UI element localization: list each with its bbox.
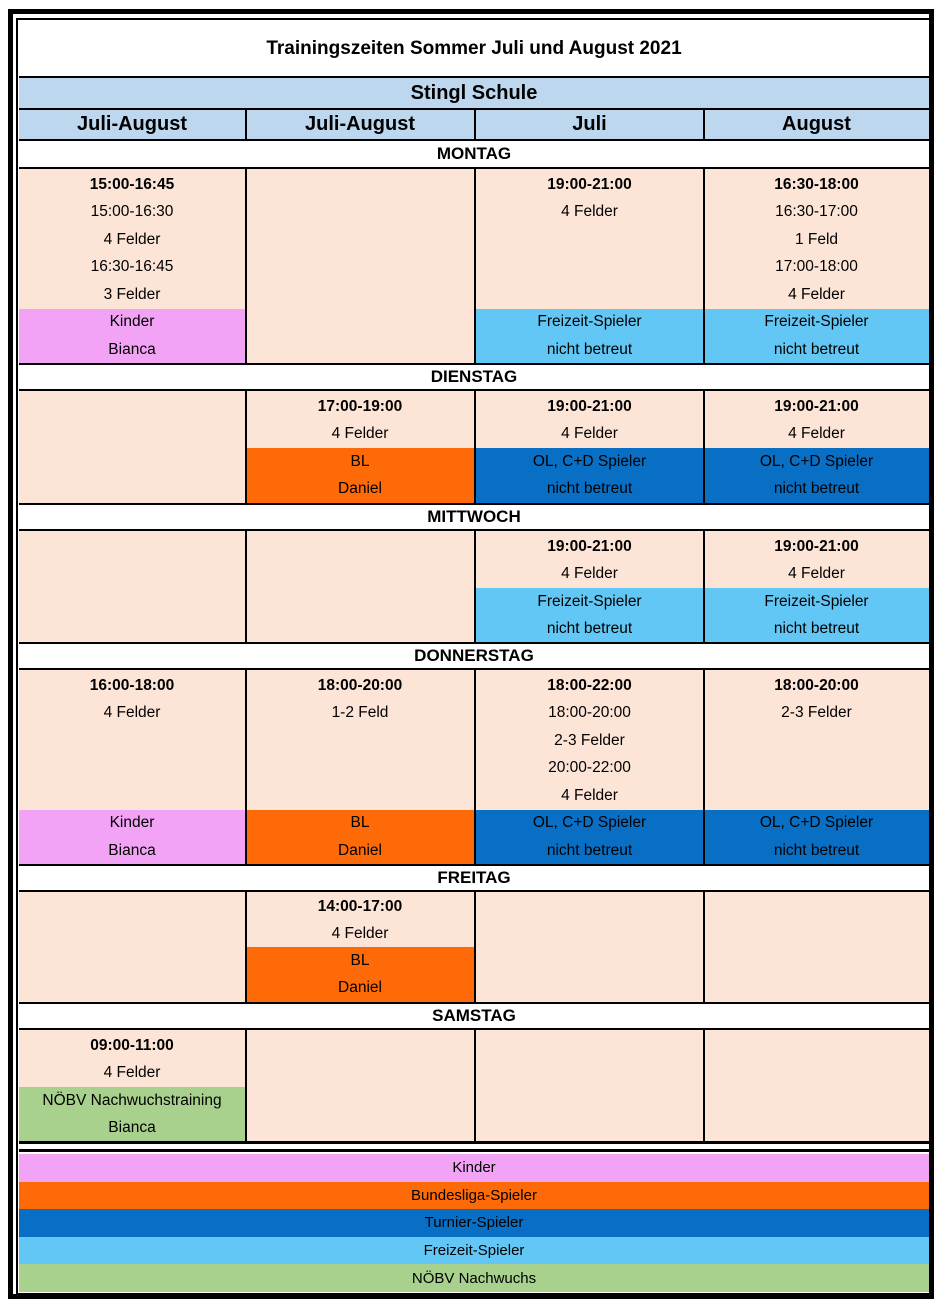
day-tuesday: DIENSTAG bbox=[19, 363, 929, 391]
column-header-1: Juli-August bbox=[19, 110, 245, 141]
court-count: 4 Felder bbox=[561, 786, 618, 804]
thu-col2 bbox=[245, 670, 475, 864]
court-count: 4 Felder bbox=[561, 425, 618, 443]
mon-col3 bbox=[475, 169, 704, 363]
court-count: 1-2 Feld bbox=[331, 704, 389, 722]
day-wednesday: MITTWOCH bbox=[19, 503, 929, 531]
time-slot: 19:00-21:00 bbox=[547, 397, 632, 415]
grid-line bbox=[474, 892, 476, 1002]
group-label: Kinder bbox=[19, 309, 245, 337]
sat-col2 bbox=[245, 1030, 475, 1141]
grid-line bbox=[245, 1030, 247, 1141]
legend-turnier: Turnier-Spieler bbox=[19, 1209, 929, 1237]
fri-col2 bbox=[245, 892, 475, 1002]
mon-col1 bbox=[19, 169, 245, 363]
time-slot: 19:00-21:00 bbox=[774, 537, 859, 555]
grid-line bbox=[245, 670, 247, 864]
grid-line bbox=[245, 169, 247, 363]
time-slot: 16:30-18:00 bbox=[774, 175, 859, 193]
sat-col4 bbox=[704, 1030, 929, 1141]
grid-line bbox=[474, 391, 476, 503]
grid-line bbox=[703, 110, 705, 141]
group-label: Freizeit-Spieler bbox=[475, 309, 704, 337]
court-count: 3 Felder bbox=[103, 285, 161, 303]
court-count: 2-3 Felder bbox=[781, 704, 852, 722]
grid-line bbox=[703, 670, 705, 864]
grid-line bbox=[245, 391, 247, 503]
thu-col4 bbox=[704, 670, 929, 864]
time-slot: 18:00-20:00 bbox=[774, 676, 859, 694]
day-thursday: DONNERSTAG bbox=[19, 642, 929, 670]
time-slot: 16:00-18:00 bbox=[89, 676, 175, 694]
court-count: 2-3 Felder bbox=[554, 731, 625, 749]
trainer-label: Daniel bbox=[245, 476, 475, 504]
legend-kinder: Kinder bbox=[19, 1154, 929, 1182]
time-detail: 17:00-18:00 bbox=[775, 258, 858, 276]
column-header-4: August bbox=[704, 110, 929, 141]
trainer-label: nicht betreut bbox=[475, 616, 704, 644]
fri-col1 bbox=[19, 892, 245, 1002]
trainer-label: nicht betreut bbox=[704, 837, 929, 865]
column-header-3: Juli bbox=[475, 110, 704, 141]
group-label: Freizeit-Spieler bbox=[704, 588, 929, 616]
grid-line bbox=[474, 531, 476, 642]
time-detail: 18:00-20:00 bbox=[548, 704, 631, 722]
thu-col3 bbox=[475, 670, 704, 864]
separator-line bbox=[19, 1141, 929, 1144]
group-label: BL bbox=[245, 947, 475, 975]
thu-col1 bbox=[19, 670, 245, 864]
time-slot: 09:00-11:00 bbox=[90, 1036, 174, 1054]
legend-bundesliga: Bundesliga-Spieler bbox=[19, 1182, 929, 1210]
wed-col1 bbox=[19, 531, 245, 642]
trainer-label: nicht betreut bbox=[704, 336, 929, 364]
court-count: 4 Felder bbox=[788, 425, 845, 443]
court-count: 4 Felder bbox=[103, 704, 161, 722]
time-slot: 17:00-19:00 bbox=[317, 397, 403, 415]
page-title: Trainingszeiten Sommer Juli und August 2021 bbox=[19, 21, 929, 78]
time-detail: 16:30-17:00 bbox=[775, 203, 858, 221]
grid-line bbox=[474, 1030, 476, 1141]
court-count: 4 Felder bbox=[331, 425, 389, 443]
sat-col3 bbox=[475, 1030, 704, 1141]
grid-line bbox=[474, 670, 476, 864]
tue-col2 bbox=[245, 391, 475, 503]
trainer-label: Bianca bbox=[19, 837, 245, 865]
wed-col2 bbox=[245, 531, 475, 642]
grid-line bbox=[703, 391, 705, 503]
day-monday: MONTAG bbox=[19, 141, 929, 169]
group-label: OL, C+D Spieler bbox=[704, 448, 929, 476]
time-slot: 18:00-22:00 bbox=[547, 676, 632, 694]
court-count: 4 Felder bbox=[103, 230, 161, 248]
group-label: OL, C+D Spieler bbox=[704, 810, 929, 838]
grid-line bbox=[703, 892, 705, 1002]
court-count: 4 Felder bbox=[788, 565, 845, 583]
trainer-label: Bianca bbox=[19, 336, 245, 364]
court-count: 4 Felder bbox=[788, 285, 845, 303]
court-count: 4 Felder bbox=[103, 1064, 161, 1082]
court-count: 4 Felder bbox=[331, 925, 389, 943]
court-count: 4 Felder bbox=[561, 203, 618, 221]
trainer-label: nicht betreut bbox=[475, 837, 704, 865]
fri-col3 bbox=[475, 892, 704, 1002]
wed-col3 bbox=[475, 531, 704, 642]
location-header: Stingl Schule bbox=[19, 78, 929, 110]
time-detail: 20:00-22:00 bbox=[548, 759, 631, 777]
fri-col4 bbox=[704, 892, 929, 1002]
time-slot: 19:00-21:00 bbox=[547, 537, 632, 555]
tue-col1 bbox=[19, 391, 245, 503]
mon-col2 bbox=[245, 169, 475, 363]
trainer-label: Daniel bbox=[245, 837, 475, 865]
separator-line bbox=[19, 1149, 929, 1152]
mon-col4 bbox=[704, 169, 929, 363]
column-header-2: Juli-August bbox=[245, 110, 475, 141]
group-label: BL bbox=[245, 448, 475, 476]
grid-line bbox=[474, 110, 476, 141]
court-count: 4 Felder bbox=[561, 565, 618, 583]
sat-col1 bbox=[19, 1030, 245, 1141]
group-label: Freizeit-Spieler bbox=[475, 588, 704, 616]
time-slot: 15:00-16:45 bbox=[89, 175, 175, 193]
grid-line bbox=[245, 892, 247, 1002]
group-label: Freizeit-Spieler bbox=[704, 309, 929, 337]
trainer-label: nicht betreut bbox=[704, 476, 929, 504]
day-friday: FREITAG bbox=[19, 864, 929, 892]
day-saturday: SAMSTAG bbox=[19, 1002, 929, 1030]
time-detail: 16:30-16:45 bbox=[90, 258, 174, 276]
trainer-label: Daniel bbox=[245, 975, 475, 1003]
group-label: NÖBV Nachwuchstraining bbox=[19, 1087, 245, 1115]
grid-line bbox=[703, 1030, 705, 1141]
grid-line bbox=[245, 531, 247, 642]
time-slot: 19:00-21:00 bbox=[774, 397, 859, 415]
group-label: OL, C+D Spieler bbox=[475, 810, 704, 838]
grid-line bbox=[245, 110, 247, 141]
tue-col4 bbox=[704, 391, 929, 503]
grid-line bbox=[703, 169, 705, 363]
trainer-label: nicht betreut bbox=[704, 616, 929, 644]
grid-line bbox=[703, 531, 705, 642]
time-slot: 14:00-17:00 bbox=[317, 897, 403, 915]
group-label: Kinder bbox=[19, 810, 245, 838]
group-label: BL bbox=[245, 810, 475, 838]
time-detail: 15:00-16:30 bbox=[90, 203, 174, 221]
grid-line bbox=[474, 169, 476, 363]
legend-freizeit: Freizeit-Spieler bbox=[19, 1237, 929, 1265]
tue-col3 bbox=[475, 391, 704, 503]
trainer-label: nicht betreut bbox=[475, 476, 704, 504]
trainer-label: nicht betreut bbox=[475, 336, 704, 364]
legend-nachwuchs: NÖBV Nachwuchs bbox=[19, 1264, 929, 1292]
group-label: OL, C+D Spieler bbox=[475, 448, 704, 476]
time-slot: 18:00-20:00 bbox=[317, 676, 403, 694]
wed-col4 bbox=[704, 531, 929, 642]
court-count: 1 Feld bbox=[794, 230, 839, 248]
time-slot: 19:00-21:00 bbox=[547, 175, 632, 193]
trainer-label: Bianca bbox=[19, 1114, 245, 1142]
